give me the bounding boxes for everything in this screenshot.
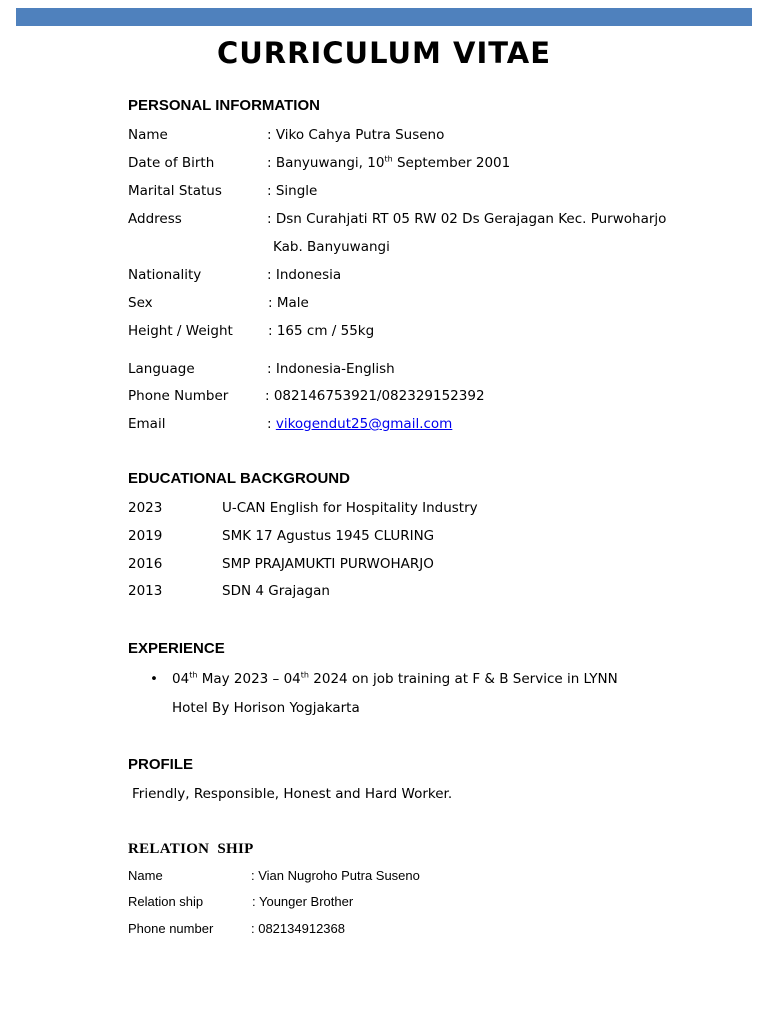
experience-heading: EXPERIENCE [128, 640, 225, 657]
page-title: CURRICULUM VITAE [216, 36, 552, 70]
nationality-label: Nationality [128, 267, 202, 283]
education-year: 2016 [128, 556, 163, 572]
bullet-icon: • [150, 671, 158, 687]
experience-line-2: Hotel By Horison Yogjakarta [172, 700, 360, 716]
education-school: U-CAN English for Hospitality Industry [222, 500, 478, 516]
profile-text: Friendly, Responsible, Honest and Hard Worker. [132, 786, 453, 802]
profile-heading: PROFILE [128, 756, 194, 773]
relation-name-value: : Vian Nugroho Putra Suseno [251, 868, 420, 883]
education-year: 2019 [128, 528, 163, 544]
sex-label: Sex [128, 295, 153, 311]
language-value: : Indonesia-English [267, 361, 395, 377]
education-school: SDN 4 Grajagan [222, 583, 330, 599]
relation-phone-label: Phone number [128, 921, 214, 936]
address-label: Address [128, 211, 182, 227]
height-weight-label: Height / Weight [128, 323, 233, 339]
relation-type-label: Relation ship [128, 894, 204, 909]
email-label: Email [128, 416, 166, 432]
nationality-value: : Indonesia [267, 267, 342, 283]
education-school: SMK 17 Agustus 1945 CLURING [222, 528, 435, 544]
address-value-line2: Kab. Banyuwangi [273, 239, 390, 255]
address-value-line1: : Dsn Curahjati RT 05 RW 02 Ds Gerajagan Kec. Purwoharjo [267, 211, 667, 227]
email-value: : vikogendut25@gmail.com [267, 416, 453, 432]
relation-type-value: : Younger Brother [252, 894, 354, 909]
dob-value: : Banyuwangi, 10th September 2001 [267, 154, 511, 171]
relationship-heading: RELATION SHIP [128, 841, 254, 857]
name-value: : Viko Cahya Putra Suseno [267, 127, 445, 143]
name-label: Name [128, 127, 168, 143]
education-school: SMP PRAJAMUKTI PURWOHARJO [222, 556, 434, 572]
personal-info-heading: PERSONAL INFORMATION [128, 97, 320, 114]
marital-label: Marital Status [128, 183, 222, 199]
education-heading: EDUCATIONAL BACKGROUND [128, 470, 350, 487]
top-color-bar [16, 8, 752, 26]
height-weight-value: : 165 cm / 55kg [268, 323, 375, 339]
education-year: 2023 [128, 500, 163, 516]
phone-label: Phone Number [128, 388, 229, 404]
phone-value: : 082146753921/082329152392 [265, 388, 485, 404]
marital-value: : Single [267, 183, 318, 199]
experience-line-1: 04th May 2023 – 04th 2024 on job training at F & B Service in LYNN [172, 670, 618, 687]
language-label: Language [128, 361, 195, 377]
email-link[interactable]: vikogendut25@gmail.com [275, 416, 453, 432]
relation-name-label: Name [128, 868, 163, 883]
education-year: 2013 [128, 583, 163, 599]
sex-value: : Male [268, 295, 309, 311]
dob-label: Date of Birth [128, 155, 215, 171]
relation-phone-value: : 082134912368 [251, 921, 345, 936]
